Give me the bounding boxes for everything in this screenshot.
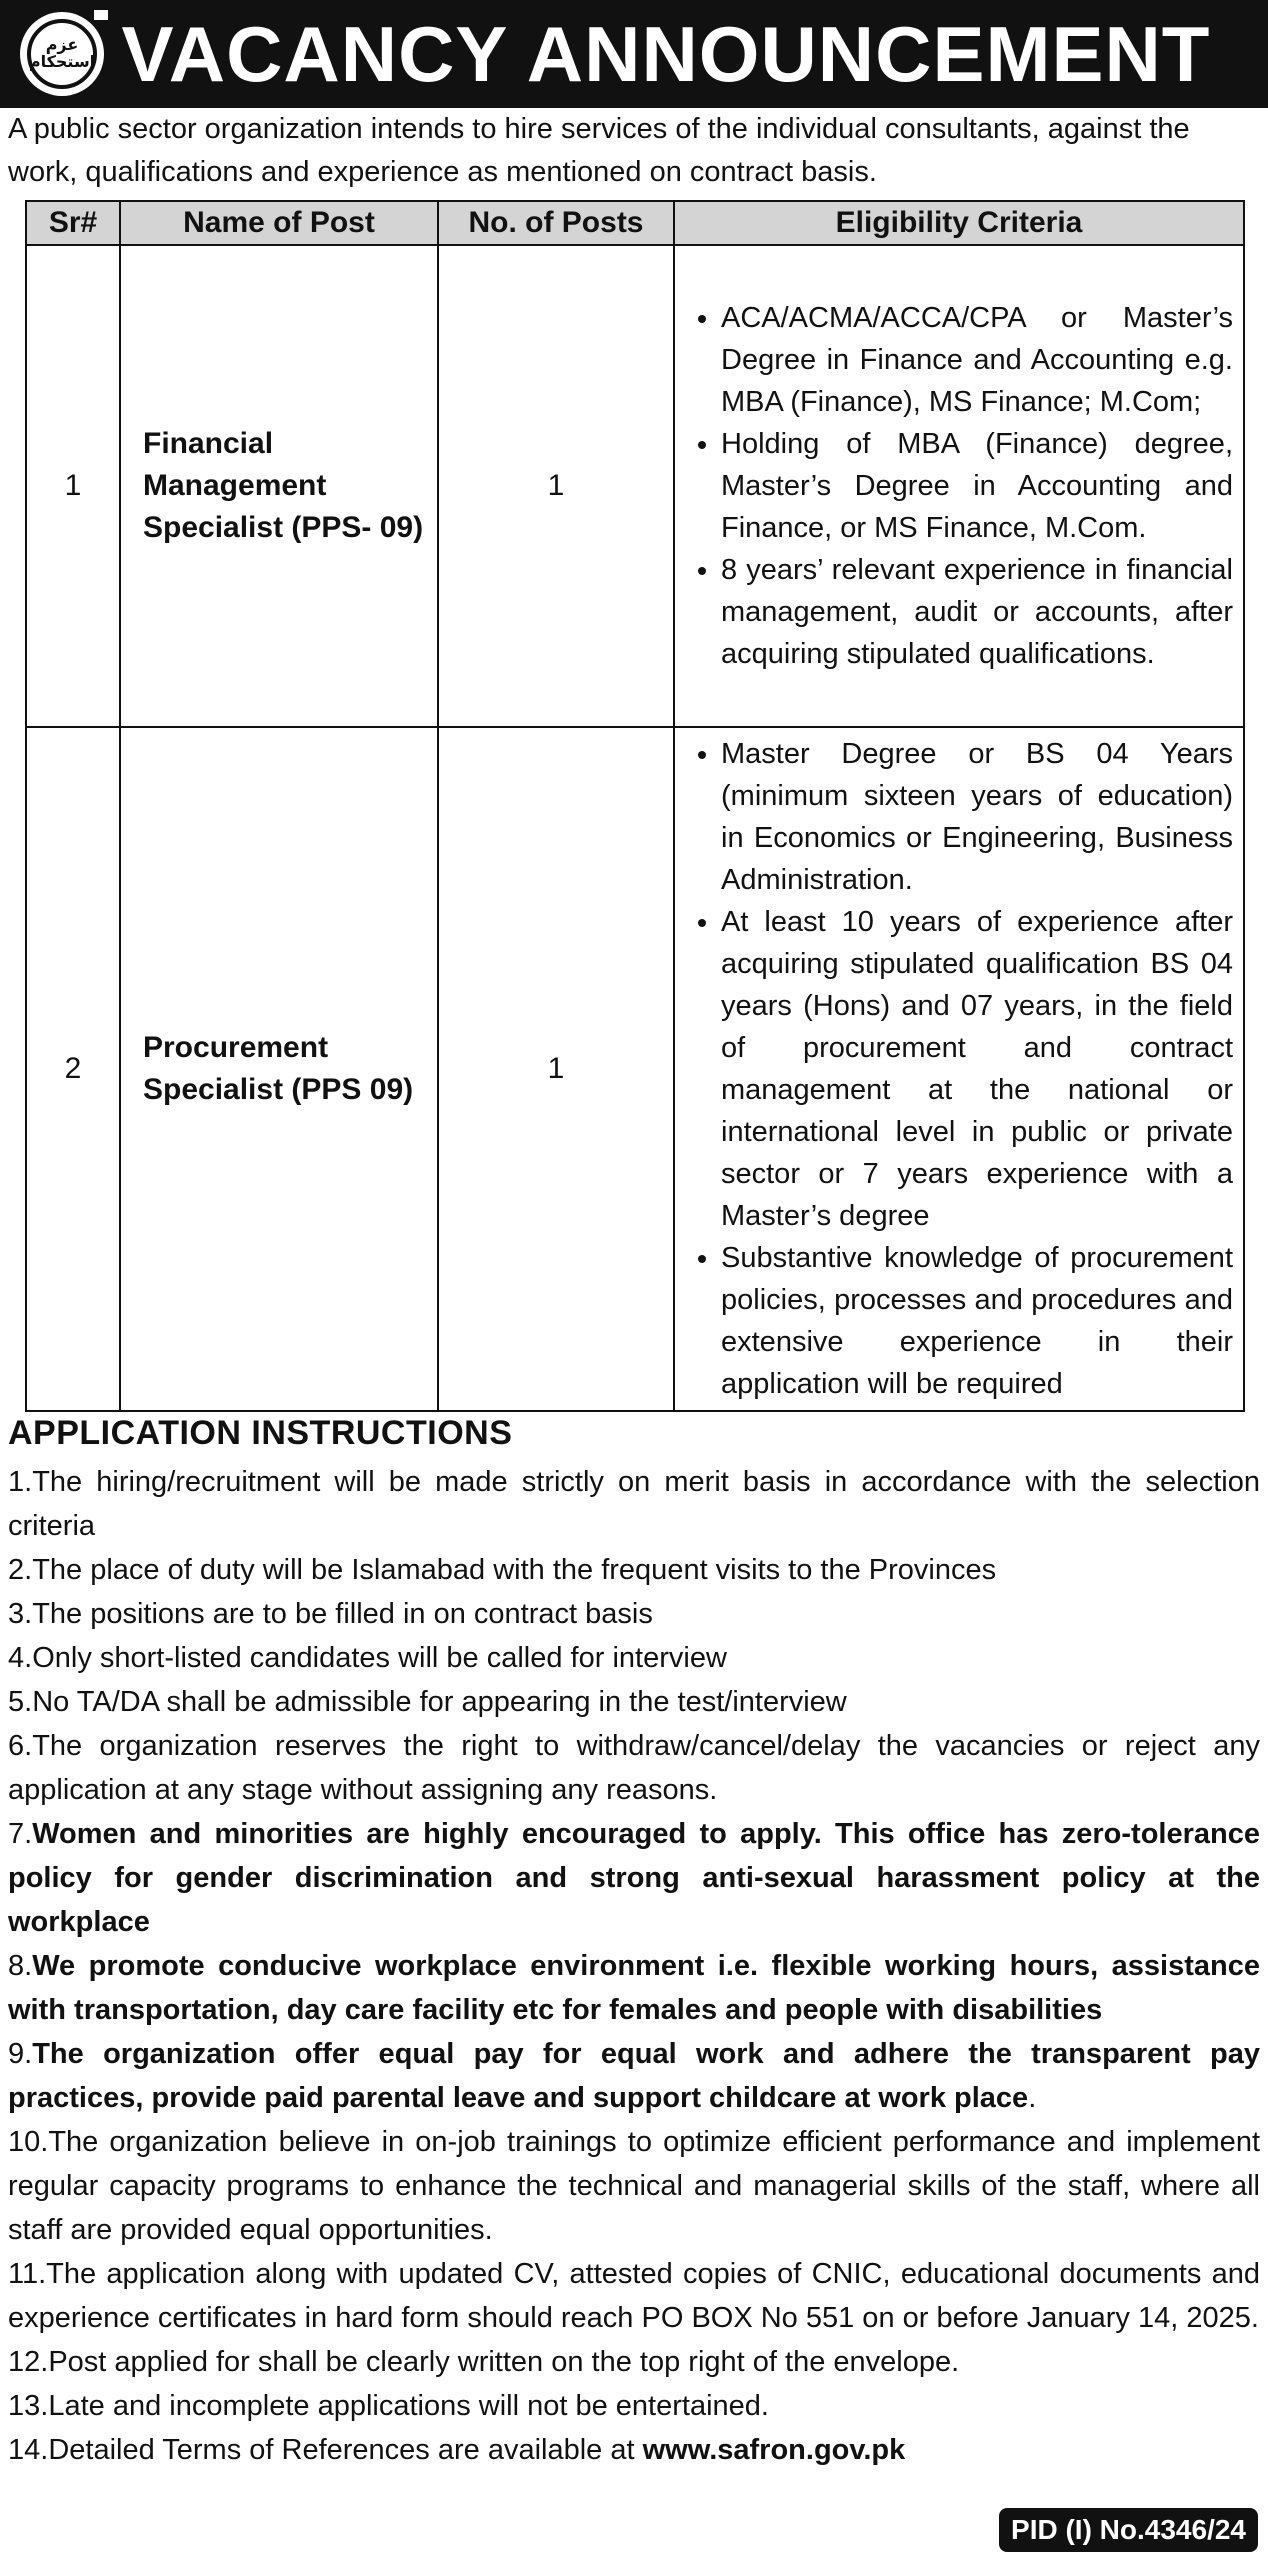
instruction-number: 4.: [8, 1642, 33, 1674]
table-row: [26, 245, 1244, 727]
instruction-text: The application along with updated CV, attested copies of CNIC, educational documents and experience certificates in hard form should reach PO BOX No 551 on or before January 14, 2025.: [8, 2258, 1260, 2334]
instructions-title: APPLICATION INSTRUCTIONS: [8, 1414, 513, 1452]
instruction-item: [8, 1460, 1260, 1548]
instruction-item: [8, 1812, 1260, 1944]
website-link[interactable]: www.safron.gov.pk: [642, 2434, 906, 2466]
instruction-item: [8, 2032, 1260, 2120]
page-title: VACANCY ANNOUNCEMENT: [121, 9, 1211, 98]
instruction-number: 12.: [8, 2346, 49, 2378]
instruction-number: 14.: [8, 2434, 49, 2466]
column-header-posts: No. of Posts: [438, 201, 674, 245]
row-num-posts: 1: [438, 245, 674, 727]
instruction-text: The organization reserves the right to withdraw/cancel/delay the vacancies or reject any application at any stage without assigning any reasons.: [8, 1730, 1260, 1806]
flag-icon: [92, 8, 110, 22]
table-row: [26, 727, 1244, 1411]
instruction-number: 3.: [8, 1598, 33, 1630]
instruction-number: 5.: [8, 1686, 33, 1718]
column-header-post: Name of Post: [120, 201, 438, 245]
posts-table: [25, 200, 1245, 1412]
table-header-row: [26, 201, 1244, 245]
announcement-header: [0, 0, 1268, 108]
instruction-text: No TA/DA shall be admissible for appearing in the test/interview: [32, 1686, 847, 1718]
post-name-line: Specialist (PPS 09): [143, 1073, 414, 1106]
column-header-criteria: Eligibility Criteria: [674, 201, 1244, 245]
logo-text: عزم استحکام: [27, 19, 97, 89]
column-header-sr: Sr#: [26, 201, 120, 245]
instruction-text: Only short-listed candidates will be called for interview: [32, 1642, 727, 1674]
instruction-item: [8, 2428, 1260, 2472]
criteria-item: • Holding of MBA (Finance) degree, Master’s Degree in Accounting and Finance, or MS Finance, M.Com.: [721, 423, 1233, 549]
instruction-item: [8, 2340, 1260, 2384]
instruction-tail: .: [1028, 2082, 1037, 2114]
organization-logo: [20, 12, 104, 96]
instruction-item: [8, 1680, 1260, 1724]
post-name-line: Financial: [143, 427, 274, 460]
instruction-item: [8, 1724, 1260, 1812]
instruction-number: 10.: [8, 2126, 49, 2158]
instruction-text: The positions are to be filled in on contract basis: [32, 1598, 653, 1630]
criteria-item: • ACA/ACMA/ACCA/CPA or Master’s Degree in Finance and Accounting e.g. MBA (Finance), MS Finance; M.Com;: [721, 297, 1233, 423]
instruction-number: 11.: [8, 2258, 47, 2290]
instruction-item: [8, 1592, 1260, 1636]
instruction-item: [8, 1944, 1260, 2032]
instruction-text: The organization believe in on-job trainings to optimize efficient performance and implement regular capacity programs to enhance the technical and managerial skills of the staff, where all staff are provided equal opportunities.: [8, 2126, 1260, 2246]
instruction-text: Late and incomplete applications will not be entertained.: [48, 2390, 769, 2422]
criteria-item: • At least 10 years of experience after acquiring stipulated qualification BS 04 years (Hons) and 07 years, in the field of procurement and contract management at the national or international level in public or private sector or 7 years experience with a Master’s degree: [721, 901, 1233, 1237]
row-post-name: [120, 245, 438, 727]
instruction-number: 1.: [8, 1466, 33, 1498]
instruction-item: [8, 2384, 1260, 2428]
instruction-text: Post applied for shall be clearly written on the top right of the envelope.: [48, 2346, 960, 2378]
instruction-number: 13.: [8, 2390, 49, 2422]
row-num-posts: 1: [438, 727, 674, 1411]
instruction-item: [8, 1636, 1260, 1680]
instruction-number: 6.: [8, 1730, 33, 1762]
instruction-text: Detailed Terms of References are available at: [48, 2434, 643, 2466]
instruction-number: 2.: [8, 1554, 33, 1586]
instruction-text: The hiring/recruitment will be made strictly on merit basis in accordance with the selection criteria: [8, 1466, 1260, 1542]
instruction-number: 7.: [8, 1818, 33, 1850]
pid-badge: PID (I) No.4346/24: [999, 2508, 1258, 2552]
post-name-line: Procurement: [143, 1031, 329, 1064]
instruction-item: [8, 2252, 1260, 2340]
instruction-bold-text: Women and minorities are highly encouraged to apply. This office has zero-tolerance policy for gender discrimination and strong anti-sexual harassment policy at the workplace: [8, 1818, 1260, 1938]
instruction-number: 8.: [8, 1950, 33, 1982]
criteria-item: • 8 years’ relevant experience in financial management, audit or accounts, after acquiring stipulated qualifications.: [721, 549, 1233, 675]
instructions-list: [8, 1460, 1260, 2472]
instruction-bold-text: The organization offer equal pay for equal work and adhere the transparent pay practices, provide paid parental leave and support childcare at work place: [8, 2038, 1260, 2114]
instruction-text: The place of duty will be Islamabad with the frequent visits to the Provinces: [32, 1554, 997, 1586]
instruction-item: [8, 1548, 1260, 1592]
criteria-item: • Substantive knowledge of procurement policies, processes and procedures and extensive experience in their application will be required: [721, 1237, 1233, 1405]
instruction-item: [8, 2120, 1260, 2252]
criteria-list: [681, 733, 1233, 1405]
post-name-line: Management: [143, 469, 327, 502]
row-post-name: [120, 727, 438, 1411]
post-name-line: Specialist (PPS- 09): [143, 511, 424, 544]
instruction-bold-text: We promote conducive workplace environment i.e. flexible working hours, assistance with transportation, day care facility etc for females and people with disabilities: [8, 1950, 1260, 2026]
criteria-item: • Master Degree or BS 04 Years (minimum sixteen years of education) in Economics or Engineering, Business Administration.: [721, 733, 1233, 901]
instruction-number: 9.: [8, 2038, 33, 2070]
row-sr: 2: [26, 727, 120, 1411]
row-eligibility: [674, 727, 1244, 1411]
row-sr: 1: [26, 245, 120, 727]
intro-paragraph: A public sector organization intends to hire services of the individual consultants, against the work, qualifications and experience as mentioned on contract basis.: [8, 113, 1190, 188]
criteria-list: [681, 297, 1233, 675]
row-eligibility: [674, 245, 1244, 727]
